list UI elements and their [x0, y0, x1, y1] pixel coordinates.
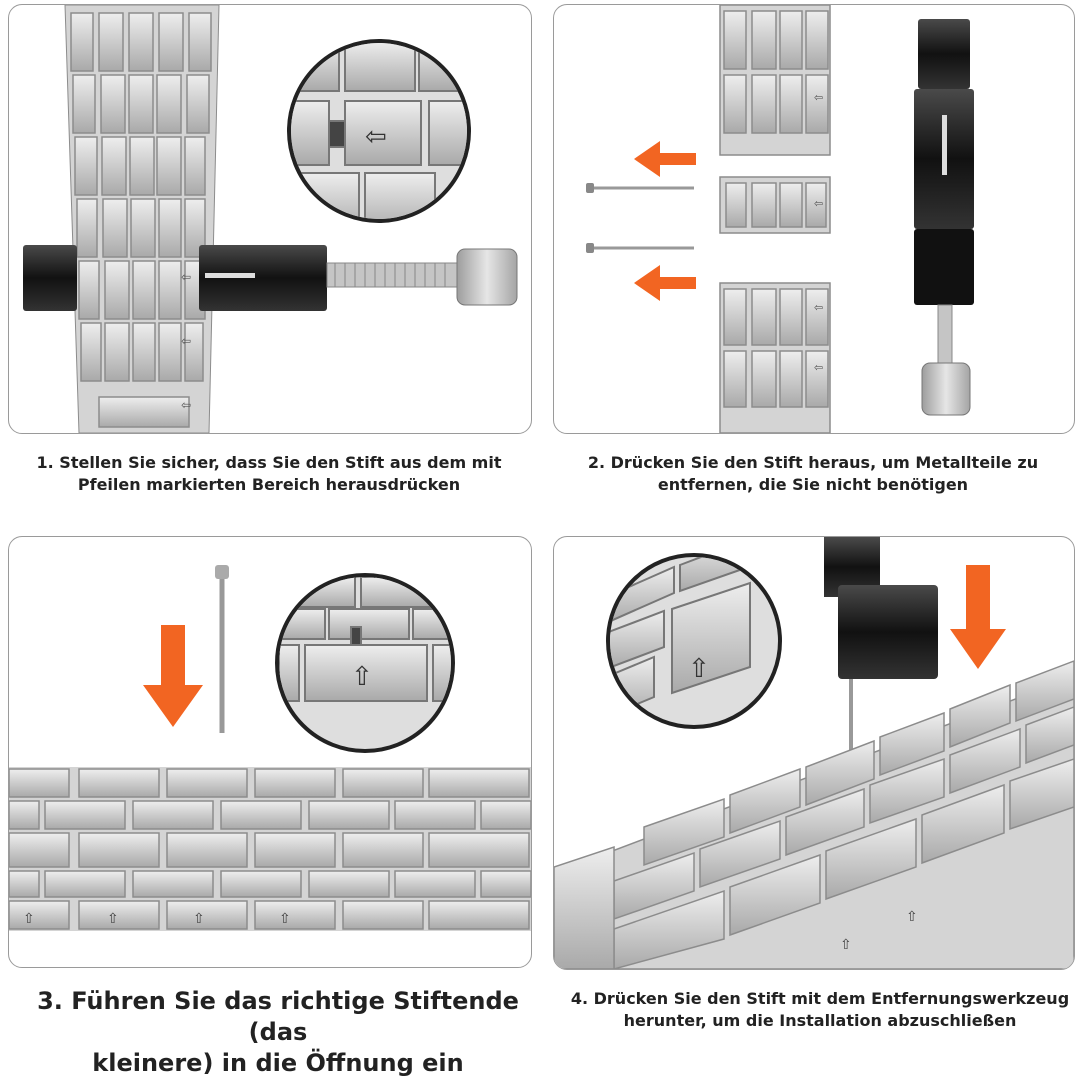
watch-strap [65, 5, 219, 433]
svg-text:⇦: ⇦ [181, 334, 192, 348]
step-4-panel [553, 536, 1075, 970]
caption-line: 2. Drücken Sie den Stift heraus, um Metallteile zu [587, 453, 1039, 472]
svg-text:⇧: ⇧ [23, 911, 35, 927]
watch-strap [9, 767, 531, 931]
caption-line: entfernen, die Sie nicht benötigen [657, 475, 969, 494]
svg-text:⇦: ⇦ [181, 270, 192, 284]
removed-pins [586, 183, 694, 253]
step-4-illustration [554, 537, 1074, 969]
push-arrow-icon [634, 141, 696, 301]
link-arrow-icon: ⇧ [351, 662, 373, 692]
svg-text:⇧: ⇧ [840, 937, 852, 953]
magnifier-circle [275, 575, 453, 751]
step-2-caption [553, 452, 1073, 496]
push-arrow-icon [950, 565, 1006, 669]
svg-text:⇧: ⇧ [193, 911, 205, 927]
caption-line: kleinere) in die Öffnung ein [92, 1049, 464, 1077]
caption-line: 4. Drücken Sie den Stift mit dem Entfernungswerkzeug [570, 989, 1070, 1008]
svg-text:⇦: ⇦ [814, 301, 824, 314]
step-4-caption [560, 988, 1080, 1032]
watch-strap [554, 661, 1074, 969]
svg-text:⇧: ⇧ [906, 909, 918, 925]
caption-line: 1. Stellen Sie sicher, dass Sie den Stift aus dem mit [36, 453, 502, 472]
svg-text:⇦: ⇦ [181, 398, 192, 412]
step-3-caption [8, 986, 548, 1079]
push-arrow-icon [143, 625, 203, 727]
svg-text:⇦: ⇦ [814, 361, 824, 374]
step-3-panel [8, 536, 532, 968]
caption-line: 3. Führen Sie das richtige Stiftende (das [37, 987, 519, 1046]
link-arrow-icon: ⇧ [688, 654, 710, 684]
magnifier-circle [606, 537, 780, 727]
caption-line: Pfeilen markierten Bereich herausdrücken [77, 475, 461, 494]
pin-remover-tool [914, 19, 974, 415]
step-1-illustration [9, 5, 531, 433]
step-1-caption [8, 452, 530, 496]
step-1-panel [8, 4, 532, 434]
link-arrow-icon: ⇦ [365, 122, 387, 152]
step-3-illustration [9, 537, 531, 967]
step-2-panel [553, 4, 1075, 434]
step-2-illustration [554, 5, 1074, 433]
pin [215, 565, 229, 733]
svg-text:⇦: ⇦ [814, 197, 824, 210]
svg-text:⇧: ⇧ [107, 911, 119, 927]
svg-text:⇧: ⇧ [279, 911, 291, 927]
caption-line: herunter, um die Installation abzuschließen [623, 1011, 1017, 1030]
magnifier-circle [289, 41, 479, 233]
svg-text:⇦: ⇦ [814, 91, 824, 104]
